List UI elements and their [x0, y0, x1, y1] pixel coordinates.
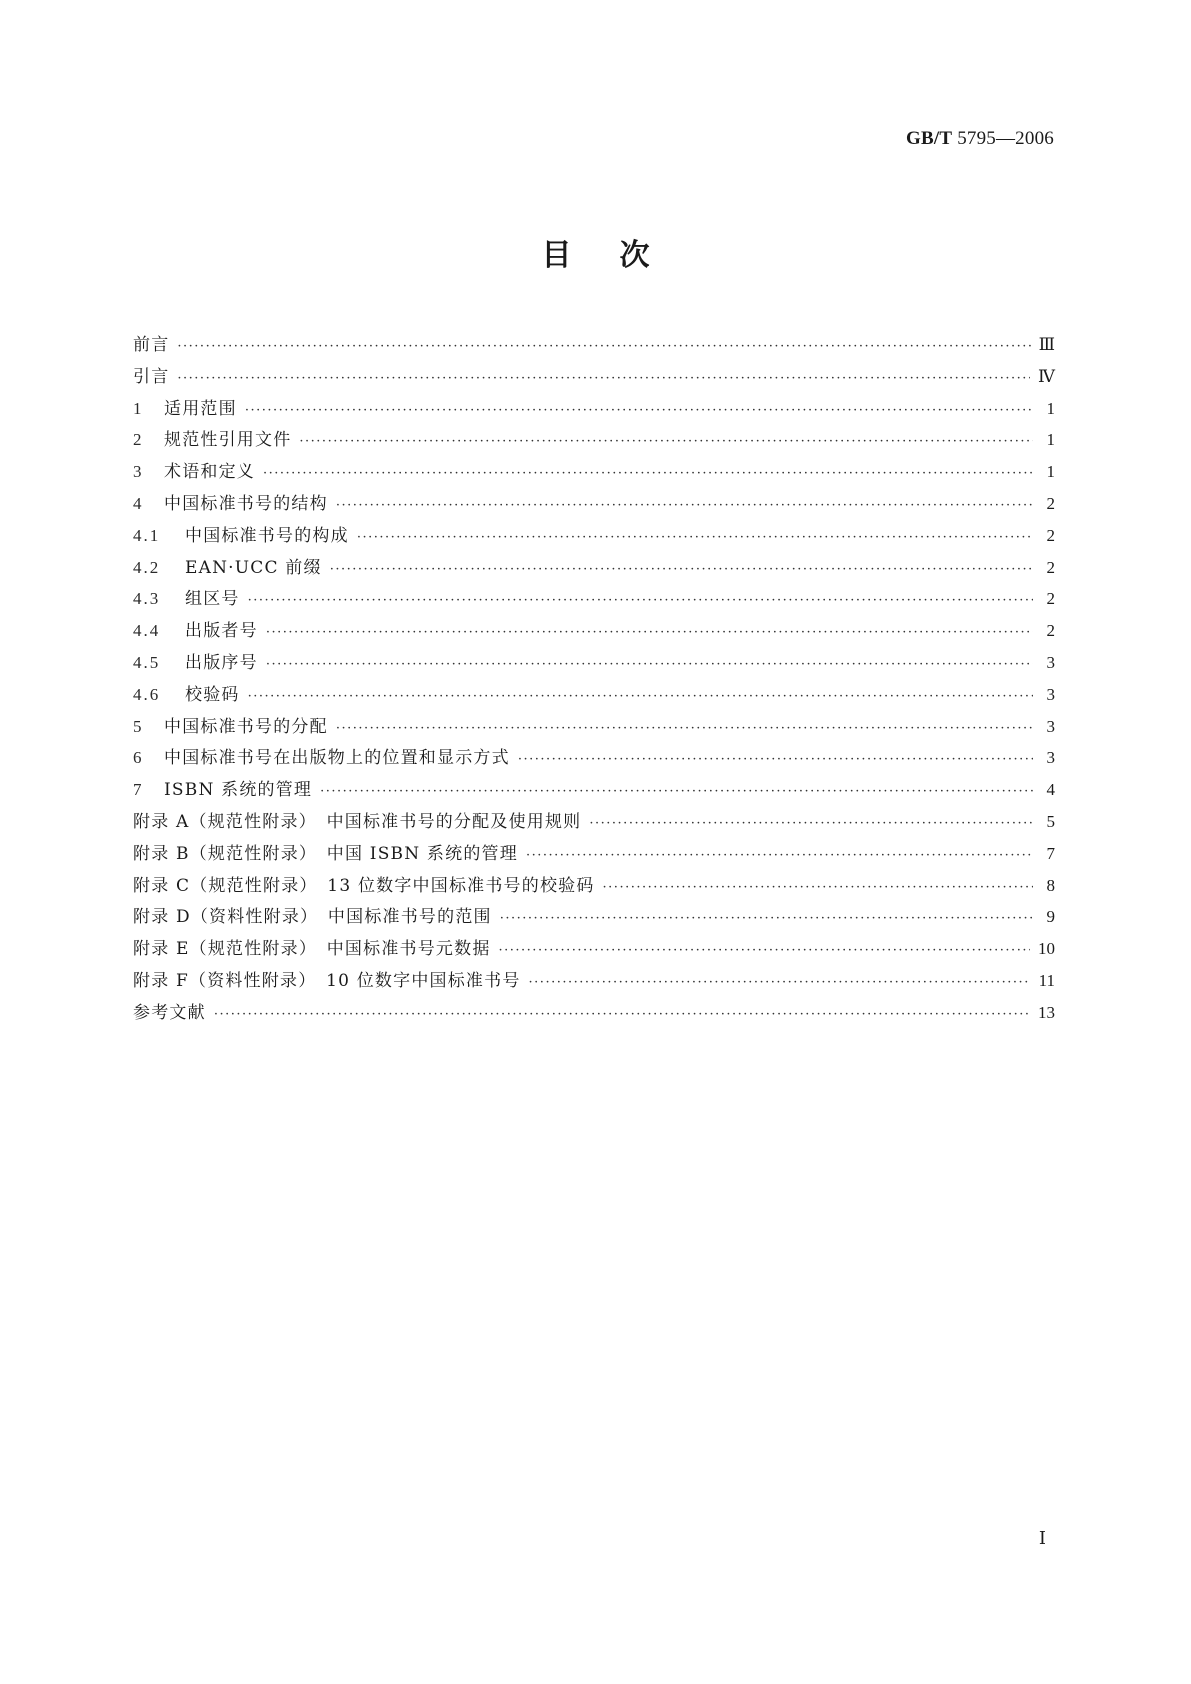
toc-entry-number: 4.6: [133, 684, 161, 704]
toc-entry-4-5[interactable]: [133, 648, 1055, 680]
toc-entry-page: Ⅲ: [1038, 335, 1055, 354]
toc-entry-page: 1: [1046, 462, 1055, 482]
toc-entry-7[interactable]: [133, 775, 1055, 807]
toc-entry-page: 2: [1046, 589, 1055, 609]
toc-entry-bibliography[interactable]: [133, 998, 1055, 1030]
toc-entry-page: 10: [1038, 939, 1055, 959]
toc-entry-number: 7: [133, 780, 142, 800]
toc-entry-page: 8: [1046, 875, 1055, 895]
toc-entry-label: 适用范围: [164, 398, 237, 419]
toc-entry-label: 附录 B（规范性附录） 中国 ISBN 系统的管理: [133, 843, 518, 864]
toc-entry-annex-e[interactable]: [133, 934, 1055, 966]
standard-code: [906, 128, 1054, 150]
toc-entry-page: 11: [1038, 970, 1055, 990]
toc-leader-dots: [248, 689, 1033, 704]
toc-entry-number: 4.3: [133, 589, 161, 609]
toc-entry-label: 前言: [133, 335, 170, 355]
toc-leader-dots: [248, 593, 1033, 608]
toc-entry-annex-c[interactable]: [133, 871, 1055, 903]
toc-entry-1[interactable]: [133, 394, 1055, 426]
toc-entry-label: 附录 F（资料性附录） 10 位数字中国标准书号: [133, 970, 521, 991]
toc-entry-annex-b[interactable]: [133, 839, 1055, 871]
toc-entry-page: 1: [1046, 398, 1055, 418]
standard-code-number: 5795—2006: [957, 128, 1054, 149]
page-title: 目次: [541, 238, 698, 273]
toc-entry-page: 3: [1046, 684, 1055, 704]
toc-leader-dots: [245, 403, 1033, 418]
toc-leader-dots: [177, 339, 1030, 354]
toc-entry-4-1[interactable]: [133, 521, 1055, 553]
toc-leader-dots: [500, 911, 1033, 926]
toc-entry-label: 中国标准书号的构成: [185, 525, 349, 546]
toc-entry-annex-a[interactable]: [133, 807, 1055, 839]
toc-leader-dots: [526, 848, 1033, 863]
toc-entry-label: 术语和定义: [164, 462, 255, 483]
toc-leader-dots: [529, 975, 1031, 990]
toc-entry-label: 附录 A（规范性附录） 中国标准书号的分配及使用规则: [133, 811, 582, 832]
toc-entry-page: 7: [1046, 843, 1055, 863]
toc-entry-page: 4: [1046, 780, 1055, 800]
toc-entry-page: 3: [1046, 748, 1055, 768]
toc-entry-2[interactable]: [133, 425, 1055, 457]
toc-entry-page: 2: [1046, 525, 1055, 545]
toc-entry-number: 4.4: [133, 621, 161, 641]
toc-entry-label: 附录 C（规范性附录） 13 位数字中国标准书号的校验码: [133, 875, 595, 896]
toc-entry-number: 4: [133, 493, 142, 513]
toc-entry-page: 2: [1046, 493, 1055, 513]
toc-entry-label: 中国标准书号的结构: [164, 493, 328, 514]
toc-entry-annex-f[interactable]: [133, 966, 1055, 998]
toc-leader-dots: [177, 371, 1030, 386]
toc-entry-page: Ⅳ: [1038, 366, 1055, 386]
toc-entry-number: 2: [133, 430, 142, 450]
toc-entry-4[interactable]: [133, 489, 1055, 521]
toc-leader-dots: [336, 721, 1033, 736]
toc-entry-page: 2: [1046, 557, 1055, 577]
toc-leader-dots: [603, 880, 1033, 895]
toc-entry-label: 出版者号: [185, 621, 258, 642]
toc-entry-3[interactable]: [133, 457, 1055, 489]
toc-leader-dots: [357, 530, 1033, 545]
toc-entry-page: 1: [1046, 430, 1055, 450]
toc-entry-label: 附录 D（资料性附录） 中国标准书号的范围: [133, 907, 492, 928]
standard-code-prefix: GB/T: [906, 128, 953, 149]
toc-entry-4-2[interactable]: [133, 553, 1055, 585]
toc-leader-dots: [518, 752, 1033, 767]
toc-entry-5[interactable]: [133, 712, 1055, 744]
toc-entry-annex-d[interactable]: [133, 902, 1055, 934]
toc-leader-dots: [299, 434, 1033, 449]
toc-entry-page: 3: [1046, 716, 1055, 736]
toc-entry-6[interactable]: [133, 743, 1055, 775]
toc-entry-label: 中国标准书号在出版物上的位置和显示方式: [164, 748, 510, 769]
toc-entry-number: 3: [133, 462, 142, 482]
toc-leader-dots: [336, 498, 1033, 513]
toc-entry-4-6[interactable]: [133, 680, 1055, 712]
toc-leader-dots: [266, 657, 1033, 672]
toc-entry-label: 中国标准书号的分配: [164, 716, 328, 737]
toc-entry-label: 参考文献: [133, 1002, 206, 1023]
toc-leader-dots: [320, 784, 1033, 799]
toc-entry-label: EAN·UCC 前缀: [185, 557, 322, 578]
toc-leader-dots: [263, 466, 1033, 481]
toc-entry-label: 引言: [133, 366, 170, 387]
toc-leader-dots: [266, 625, 1033, 640]
toc-entry-4-3[interactable]: [133, 584, 1055, 616]
toc-entry-page: 13: [1038, 1002, 1055, 1022]
toc-entry-number: 4.5: [133, 652, 161, 672]
toc-entry-label: 出版序号: [185, 652, 258, 673]
toc-entry-page: 3: [1046, 652, 1055, 672]
toc-entry-page: 2: [1046, 621, 1055, 641]
toc-entry-number: 4.1: [133, 525, 161, 545]
toc-entry-label: 组区号: [185, 589, 240, 610]
toc-leader-dots: [330, 562, 1033, 577]
toc-leader-dots: [214, 1007, 1030, 1022]
toc-entry-number: 5: [133, 716, 142, 736]
table-of-contents: [133, 330, 1055, 1030]
toc-entry-page: 5: [1046, 811, 1055, 831]
page-number: Ⅰ: [1038, 1528, 1046, 1548]
toc-entry-label: 校验码: [185, 684, 240, 705]
toc-entry-label: 规范性引用文件: [164, 430, 292, 451]
toc-entry-label: ISBN 系统的管理: [164, 780, 313, 801]
toc-entry-page: 9: [1046, 907, 1055, 927]
toc-entry-label: 附录 E（规范性附录） 中国标准书号元数据: [133, 939, 491, 960]
toc-entry-number: 1: [133, 398, 142, 418]
toc-entry-introduction[interactable]: [133, 362, 1055, 394]
toc-entry-number: 4.2: [133, 557, 161, 577]
toc-entry-4-4[interactable]: [133, 616, 1055, 648]
toc-leader-dots: [589, 816, 1033, 831]
toc-leader-dots: [499, 943, 1030, 958]
toc-entry-foreword[interactable]: [133, 330, 1055, 362]
toc-entry-number: 6: [133, 748, 142, 768]
